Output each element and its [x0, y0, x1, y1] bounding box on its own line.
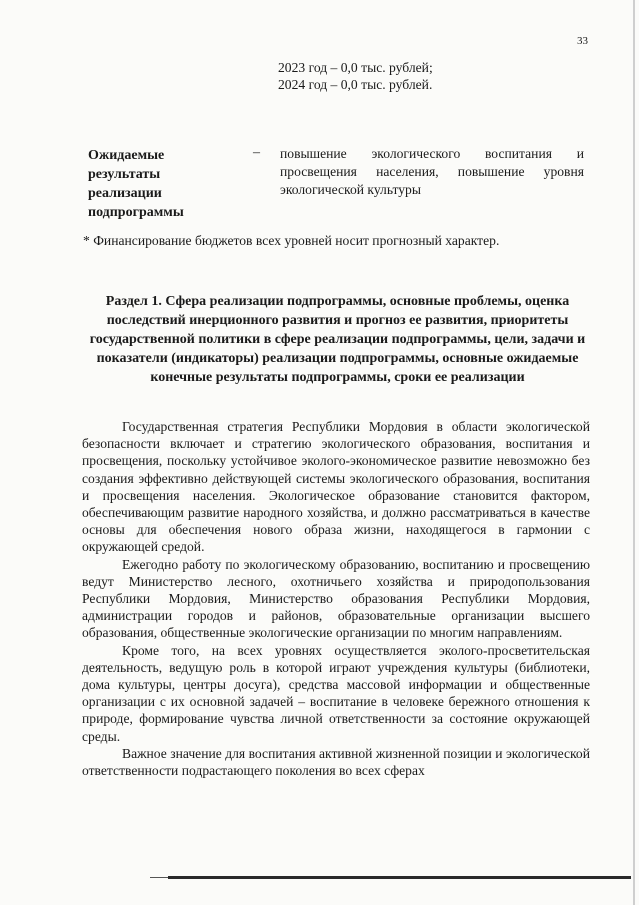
page-number: 33	[577, 35, 588, 47]
paragraph: Кроме того, на всех уровнях осуществляется эколого-просветительская деятельность, ведущую роль в которой играют учреждения культуры (библиотеки, дома культуры, центры досуга), средства массовой информации и общественные организации с их основной задачей – воспитание в человеке бережного отношения к природе, формирование чувства личной ответственности за состояние окружающей среды.	[82, 642, 590, 744]
expected-results-label	[88, 146, 184, 222]
label-line: результаты	[88, 167, 161, 182]
financing-line-2023: 2023 год – 0,0 тыс. рублей;	[278, 60, 433, 75]
footer-rule	[168, 876, 631, 879]
body-text	[82, 418, 590, 779]
paragraph: Государственная стратегия Республики Мордовия в области экологической безопасности включает и стратегию экологического образования, воспитания и просвещения, поскольку устойчивое эколого-экономическое развитие невозможно без создания эффективно действующей системы экологического образования, воспитания и просвещения населения. Экологическое образование становится фактором, обеспечивающим развитие народного хозяйства, и должно рассматриваться в качестве основы для обеспечения нового образа жизни, находящегося в гармонии с окружающей средой.	[82, 419, 590, 555]
expected-results-text: повышение экологического воспитания и просвещения населения, повышение уровня экологической культуры	[280, 146, 584, 197]
section-heading: Раздел 1. Сфера реализации подпрограммы, основные проблемы, оценка последствий инерционного развития и прогноз ее развития, приоритеты государственной политики в сфере реализации подпрограммы, цели, задачи и показатели (индикаторы) реализации подпрограммы, основные ожидаемые конечные результаты подпрограммы, сроки ее реализации	[89, 294, 586, 385]
financing-footnote: * Финансирование бюджетов всех уровней носит прогнозный характер.	[83, 233, 500, 248]
footer-rule-thin	[150, 877, 170, 878]
label-line: Ожидаемые	[88, 148, 165, 163]
paragraph: Ежегодно работу по экологическому образованию, воспитанию и просвещению ведут Министерство лесного, охотничьего хозяйства и природопользования Республики Мордовия, Министерство образования Республики Мордовия, администрации городов и районов, образовательные организации высшего образования, общественные экологические организации по многим направлениям.	[82, 556, 590, 641]
paragraph: Важное значение для воспитания активной жизненной позиции и экологической ответственности подрастающего поколения во всех сферах	[82, 745, 590, 779]
scan-edge	[633, 0, 635, 905]
expected-results-dash: –	[253, 145, 260, 160]
label-line: подпрограммы	[88, 205, 184, 220]
financing-line-2024: 2024 год – 0,0 тыс. рублей.	[278, 77, 433, 92]
financing-lines	[278, 59, 433, 93]
label-line: реализации	[88, 186, 162, 201]
